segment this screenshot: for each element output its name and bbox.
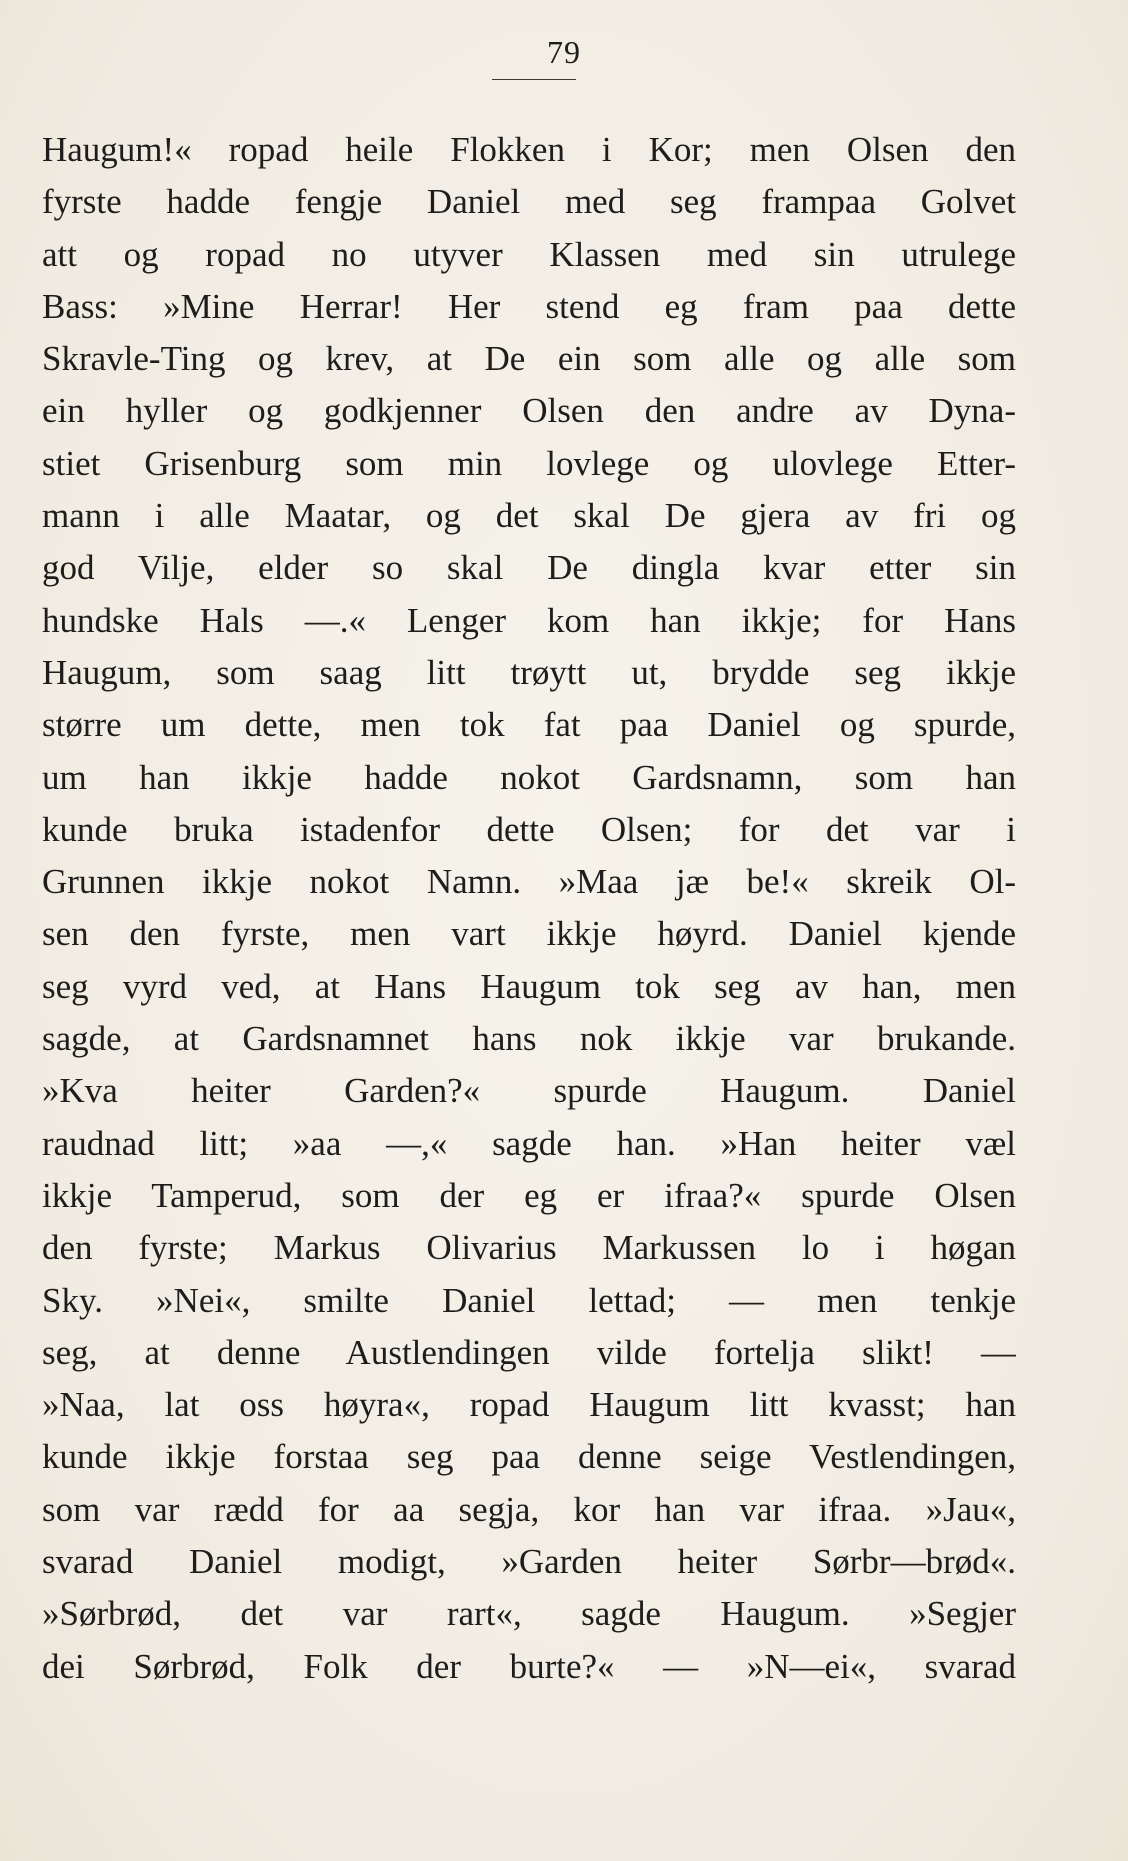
text-line: Grunnen ikkje nokot Namn. »Maa jæ be!« skreik Ol- — [42, 862, 1016, 902]
text-line: kunde ikkje forstaa seg paa denne seige Vestlendingen, — [42, 1437, 1016, 1477]
text-line: dei Sørbrød, Folk der burte?« — »N—ei«, svarad — [42, 1646, 1016, 1686]
text-line: hundske Hals —.« Lenger kom han ikkje; for Hans — [42, 600, 1016, 640]
text-line: kunde bruka istadenfor dette Olsen; for det var i — [42, 809, 1016, 849]
body-text — [42, 124, 1016, 1693]
text-line: raudnad litt; »aa —,« sagde han. »Han heiter væl — [42, 1123, 1016, 1163]
text-line: um han ikkje hadde nokot Gardsnamn, som han — [42, 757, 1016, 797]
text-line: fyrste hadde fengje Daniel med seg frampaa Golvet — [42, 182, 1016, 222]
text-line: Haugum!« ropad heile Flokken i Kor; men Olsen den — [42, 130, 1016, 169]
text-line: mann i alle Maatar, og det skal De gjera av fri og — [42, 496, 1016, 536]
text-line: Sky. »Nei«, smilte Daniel lettad; — men tenkje — [42, 1280, 1016, 1320]
text-line: att og ropad no utyver Klassen med sin utrulege — [42, 234, 1016, 274]
text-line: Skravle-Ting og krev, at De ein som alle og alle som — [42, 339, 1016, 379]
page-number: 79 — [547, 34, 581, 70]
header-rule — [492, 79, 576, 80]
text-line: som var rædd for aa segja, kor han var ifraa. »Jau«, — [42, 1489, 1016, 1529]
text-line: sen den fyrste, men vart ikkje høyrd. Daniel kjende — [42, 914, 1016, 954]
text-line: Bass: »Mine Herrar! Her stend eg fram paa dette — [42, 286, 1016, 326]
text-line: større um dette, men tok fat paa Daniel og spurde, — [42, 705, 1016, 745]
text-line: »Kva heiter Garden?« spurde Haugum. Daniel — [42, 1071, 1016, 1111]
text-line: ikkje Tamperud, som der eg er ifraa?« spurde Olsen — [42, 1175, 1016, 1215]
text-line: svarad Daniel modigt, »Garden heiter Sørbr—brød«. — [42, 1542, 1016, 1582]
text-line: seg, at denne Austlendingen vilde fortelja slikt! — — [42, 1332, 1016, 1372]
text-line: ein hyller og godkjenner Olsen den andre av Dyna- — [42, 391, 1016, 431]
text-line: seg vyrd ved, at Hans Haugum tok seg av han, men — [42, 966, 1016, 1006]
text-line: »Sørbrød, det var rart«, sagde Haugum. »Segjer — [42, 1594, 1016, 1634]
text-line: god Vilje, elder so skal De dingla kvar etter sin — [42, 548, 1016, 588]
text-line: den fyrste; Markus Olivarius Markussen lo i høgan — [42, 1228, 1016, 1268]
text-line: sagde, at Gardsnamnet hans nok ikkje var brukande. — [42, 1019, 1016, 1059]
text-line: »Naa, lat oss høyra«, ropad Haugum litt kvasst; han — [42, 1385, 1016, 1425]
text-line: stiet Grisenburg som min lovlege og ulovlege Etter- — [42, 443, 1016, 483]
text-line: Haugum, som saag litt trøytt ut, brydde seg ikkje — [42, 652, 1016, 692]
